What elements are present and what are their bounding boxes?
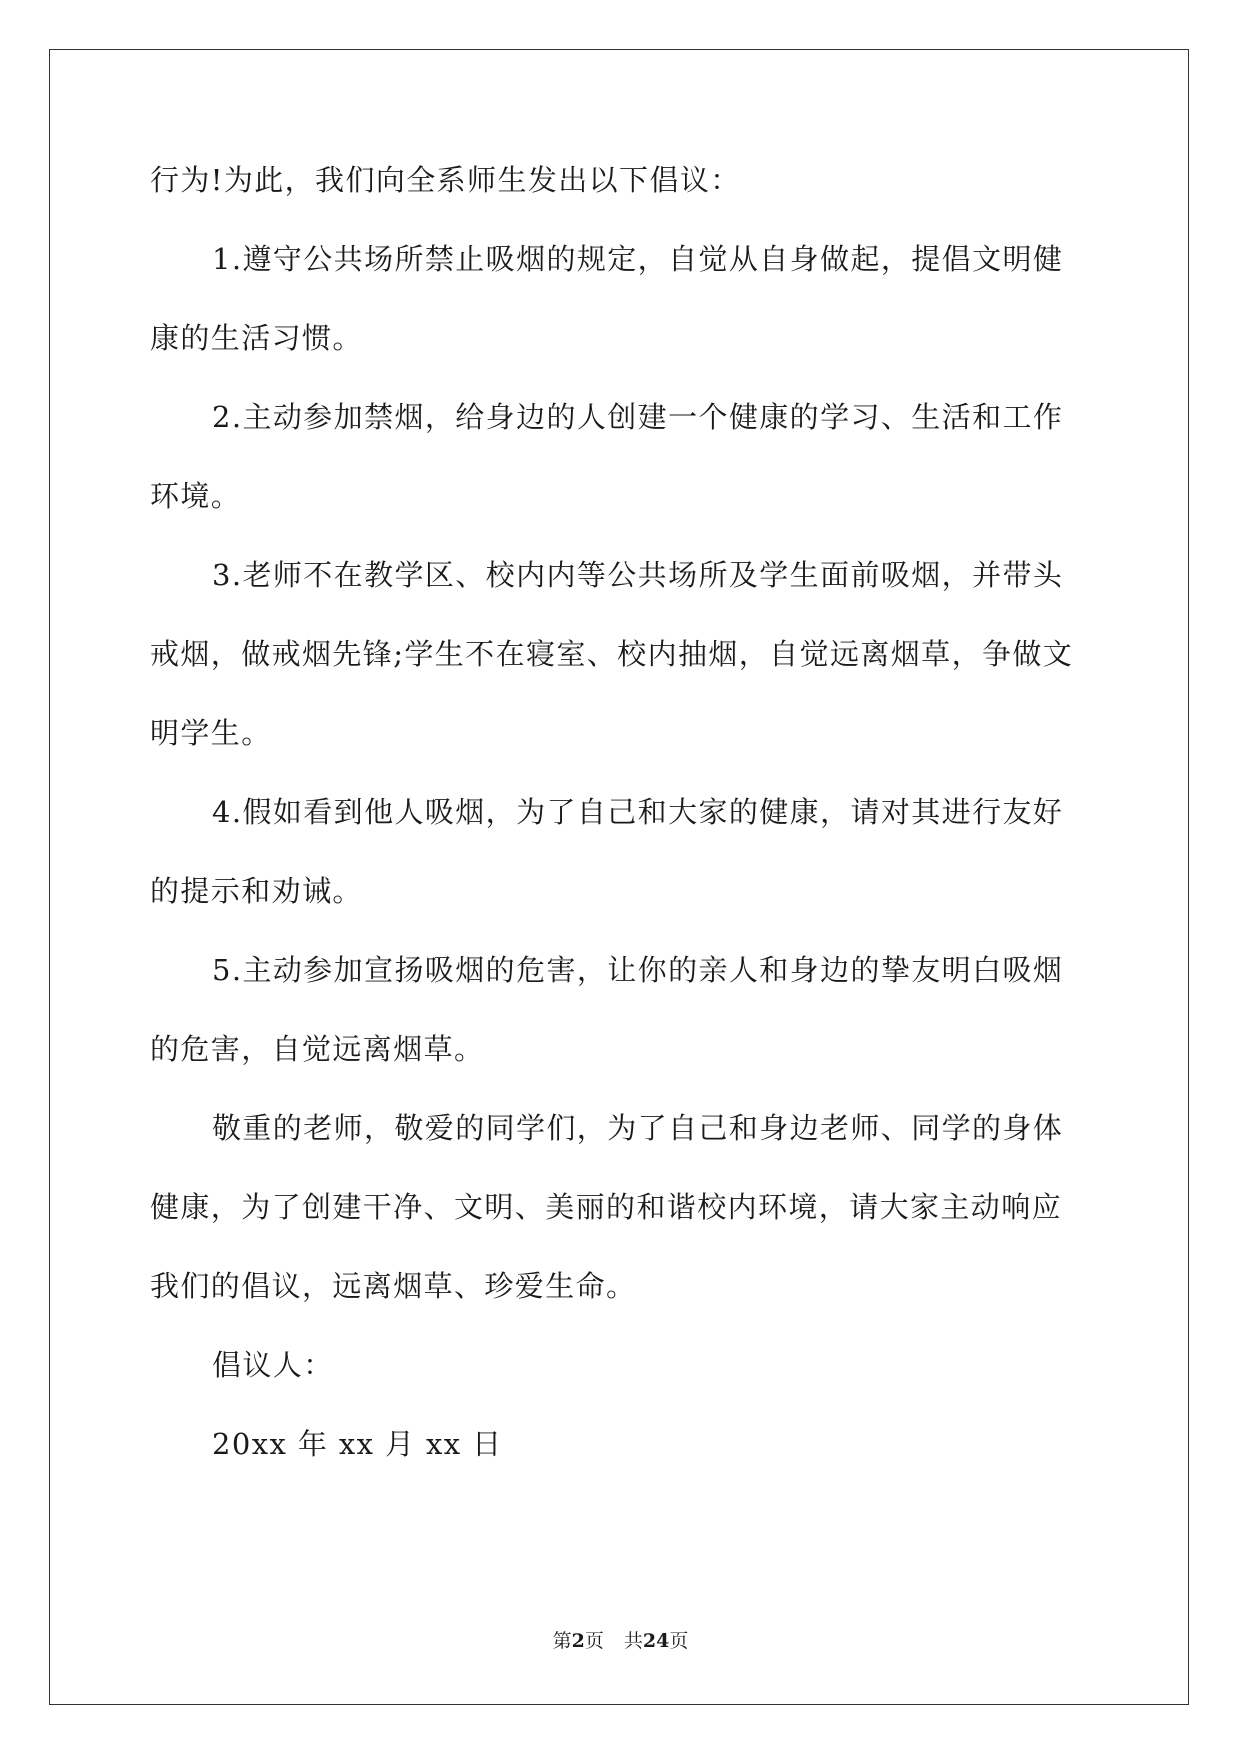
text-line: 戒烟，做戒烟先锋;学生不在寝室、校内抽烟，自觉远离烟草，争做文	[150, 637, 1074, 671]
date-line: 20xx 年 xx 月 xx 日	[212, 1427, 503, 1461]
text-line: 康的生活习惯。	[150, 321, 363, 355]
page-number: 2	[571, 1630, 585, 1652]
page-footer	[0, 1626, 1241, 1653]
text-line: 明学生。	[150, 716, 272, 750]
text-line: 4.假如看到他人吸烟，为了自己和大家的健康，请对其进行友好	[212, 795, 1064, 829]
text-line: 我们的倡议，远离烟草、珍爱生命。	[150, 1269, 637, 1303]
text-line: 健康，为了创建干净、文明、美丽的和谐校内环境，请大家主动响应	[150, 1190, 1063, 1224]
page-prefix: 第	[552, 1630, 572, 1652]
text-line: 行为!为此，我们向全系师生发出以下倡议：	[150, 163, 741, 197]
total-suffix: 页	[669, 1630, 689, 1652]
text-line: 的危害，自觉远离烟草。	[150, 1032, 485, 1066]
text-line: 3.老师不在教学区、校内内等公共场所及学生面前吸烟，并带头	[212, 558, 1064, 592]
total-prefix: 共	[623, 1630, 643, 1652]
text-line: 1.遵守公共场所禁止吸烟的规定，自觉从自身做起，提倡文明健	[212, 242, 1064, 276]
page-suffix: 页	[584, 1630, 604, 1652]
text-line: 2.主动参加禁烟，给身边的人创建一个健康的学习、生活和工作	[212, 400, 1064, 434]
text-line: 5.主动参加宣扬吸烟的危害，让你的亲人和身边的挚友明白吸烟	[212, 953, 1064, 987]
document-body	[150, 161, 1090, 1504]
text-line: 敬重的老师，敬爱的同学们，为了自己和身边老师、同学的身体	[212, 1111, 1064, 1145]
text-line: 环境。	[150, 479, 242, 513]
signature-label: 倡议人：	[212, 1348, 334, 1382]
total-pages: 24	[642, 1630, 670, 1652]
text-line: 的提示和劝诫。	[150, 874, 363, 908]
